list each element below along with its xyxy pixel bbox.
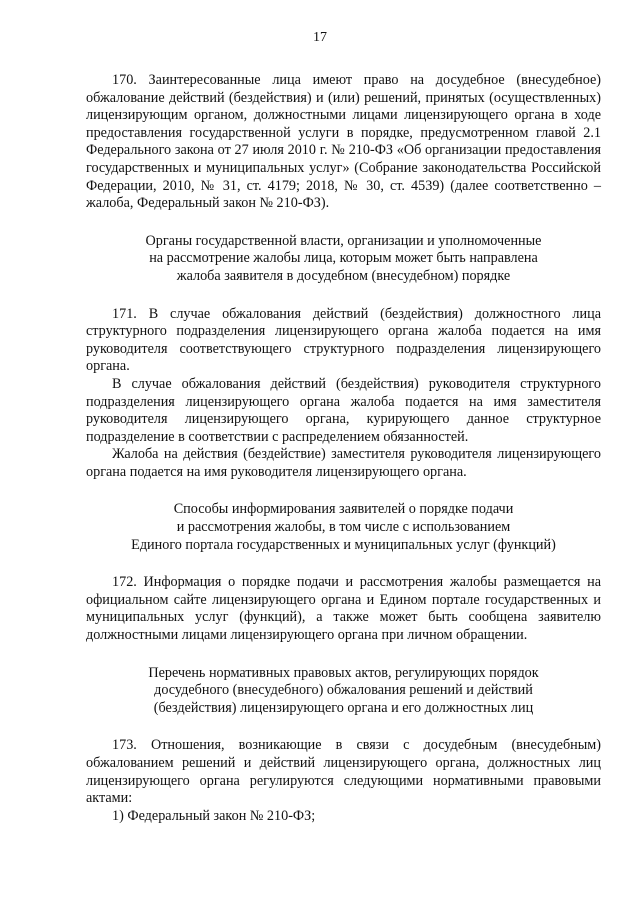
heading-line: (бездействия) лицензирующего органа и его должностных лиц (153, 699, 534, 716)
heading-line: жалоба заявителя в досудебном (внесудебном) порядке (176, 267, 511, 284)
list-item-1: 1) Федеральный закон № 210-ФЗ; (112, 807, 316, 824)
heading-line: на рассмотрение жалобы лица, которым может быть направлена (149, 250, 538, 267)
heading-line: досудебного (внесудебного) обжалования решений и действий (154, 682, 533, 699)
paragraph-171: 171. В случае обжалования действий (бездействия) должностного лица структурного подразделения лицензирующего органа жалоба подается на имя руководителя соответствующего структурного подразделения лицензирующего органа. (86, 305, 601, 375)
section-heading-informing (86, 501, 601, 554)
paragraph-172: 172. Информация о порядке подачи и рассмотрения жалобы размещается на официальном сайте лицензирующего органа и Едином портале государственных и муниципальных услуг (функций), а также может быть сообщена заявителю должностными лицами лицензирующего органа при личном обращении. (86, 574, 601, 644)
heading-line: Перечень нормативных правовых актов, регулирующих порядок (148, 664, 539, 681)
paragraph-173: 173. Отношения, возникающие в связи с досудебным (внесудебным) обжалованием решений и действий лицензирующего органа, должностных лиц лицензирующего органа регулируются следующими нормативными правовыми актами: (86, 737, 601, 807)
section-heading-appeal-bodies (86, 233, 601, 286)
paragraph-170: 170. Заинтересованные лица имеют право на досудебное (внесудебное) обжалование действий (бездействия) и (или) решений, принятых (осуществленных) лицензирующим органом, должностными лицами лицензирующего органа в ходе предоставления государственной услуги в порядке, предусмотренном главой 2.1 Федерального закона от 27 июля 2010 г. № 210-ФЗ «Об организации предоставления государственных и муниципальных услуг» (Собрание законодательства Российской Федерации, 2010, № 31, ст. 4179; 2018, № 30, ст. 4539) (далее соответственно – жалоба, Федеральный закон № 210-ФЗ). (86, 72, 601, 212)
heading-line: и рассмотрения жалобы, в том числе с использованием (176, 519, 511, 536)
paragraph-171-part3: Жалоба на действия (бездействие) заместителя руководителя лицензирующего органа подается на имя руководителя лицензирующего органа. (86, 446, 601, 480)
document-body (86, 72, 601, 825)
paragraph-171-part2: В случае обжалования действий (бездействия) руководителя структурного подразделения лицензирующего органа жалоба подается на имя заместителя руководителя лицензирующего органа, курирующего данное структурное подразделение в соответствии с распределением обязанностей. (86, 375, 601, 445)
heading-line: Способы информирования заявителей о порядке подачи (173, 501, 514, 518)
heading-line: Единого портала государственных и муниципальных услуг (функций) (131, 536, 556, 553)
heading-line: Органы государственной власти, организации и уполномоченные (145, 232, 542, 249)
page-number: 17 (313, 30, 327, 45)
section-heading-normative-acts (86, 665, 601, 718)
